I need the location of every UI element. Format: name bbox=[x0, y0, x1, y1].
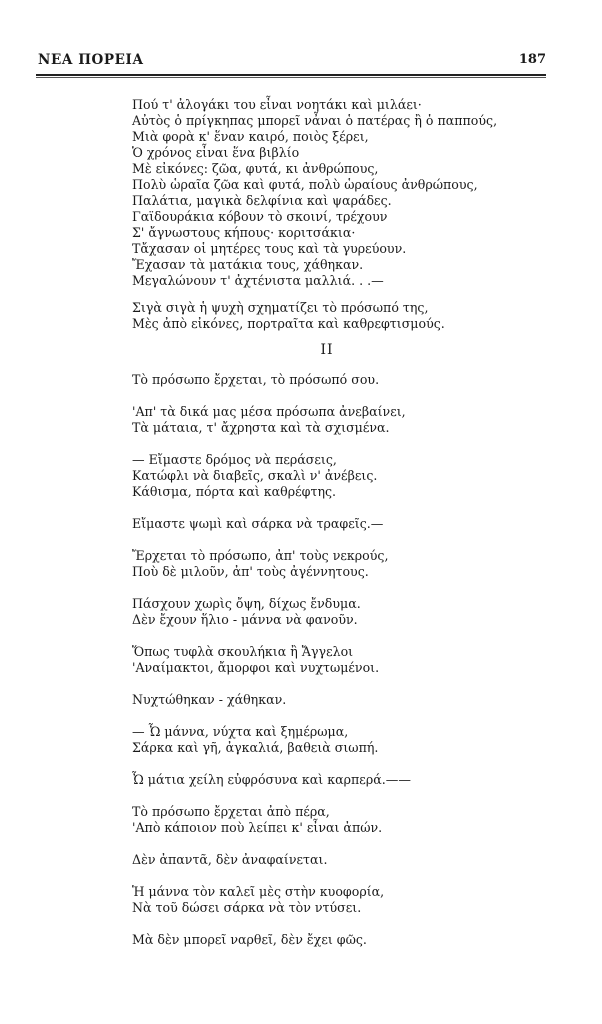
verse-line: — Ὦ μάννα, νύχτα καὶ ξημέρωμα, bbox=[132, 724, 349, 739]
verse-line: Κάθισμα, πόρτα καὶ καθρέφτης. bbox=[132, 484, 337, 499]
stanza bbox=[132, 804, 572, 836]
poem-body bbox=[132, 97, 572, 964]
verse-line: Μιὰ φορὰ κ' ἕναν καιρό, ποιὸς ξέρει, bbox=[132, 129, 369, 144]
verse-line: Ἔχασαν τὰ ματάκια τους, χάθηκαν. bbox=[132, 257, 364, 272]
stanza bbox=[132, 772, 572, 788]
verse-line: Ὅπως τυφλὰ σκουλήκια ἢ Ἄγγελοι bbox=[132, 644, 354, 659]
verse-line: Νυχτώθηκαν - χάθηκαν. bbox=[132, 692, 287, 707]
verse-line: 'Απὸ κάποιον ποὺ λείπει κ' εἶναι ἀπών. bbox=[132, 820, 383, 835]
stanza bbox=[132, 516, 572, 532]
page-number: 187 bbox=[518, 52, 546, 67]
verse-line: Ποὺ δὲ μιλοῦν, ἀπ' τοὺς ἀγέννητους. bbox=[132, 564, 369, 579]
stanza bbox=[132, 452, 572, 500]
stanza bbox=[132, 644, 572, 676]
verse-line: Μὲ εἰκόνες: ζῶα, φυτά, κι ἀνθρώπους, bbox=[132, 161, 379, 176]
stanza bbox=[132, 724, 572, 756]
verse-line: Ὁ χρόνος εἶναι ἕνα βιβλίο bbox=[132, 145, 300, 160]
running-header bbox=[38, 52, 546, 72]
verse-line: Δὲν ἔχουν ἥλιο - μάννα νὰ φανοῦν. bbox=[132, 612, 358, 627]
section-numeral: II bbox=[320, 342, 334, 358]
stanza bbox=[132, 300, 572, 332]
stanza bbox=[132, 404, 572, 436]
stanza bbox=[132, 932, 572, 948]
header-rule bbox=[36, 74, 546, 76]
verse-line: Σ' ἄγνωστους κήπους· κοριτσάκια· bbox=[132, 225, 356, 240]
verse-line: Σιγὰ σιγὰ ἡ ψυχὴ σχηματίζει τὸ πρόσωπό της, bbox=[132, 300, 429, 315]
verse-line: Πολὺ ὡραῖα ζῶα καὶ φυτά, πολὺ ὡραίους ἀνθρώπους, bbox=[132, 177, 478, 192]
verse-line: 'Αναίμακτοι, ἄμορφοι καὶ νυχτωμένοι. bbox=[132, 660, 380, 675]
poem-part-2 bbox=[132, 372, 572, 948]
stanza bbox=[132, 372, 572, 388]
verse-line: Τὰ μάταια, τ' ἄχρηστα καὶ τὰ σχισμένα. bbox=[132, 420, 390, 435]
stanza bbox=[132, 548, 572, 580]
verse-line: Τὸ πρόσωπο ἔρχεται ἀπὸ πέρα, bbox=[132, 804, 330, 819]
verse-line: Μεγαλώνουν τ' ἀχτένιστα μαλλιά. . .— bbox=[132, 273, 384, 288]
verse-line: Κατώφλι νὰ διαβεῖς, σκαλὶ ν' ἀνέβεις. bbox=[132, 468, 378, 483]
verse-line: Τἄχασαν οἱ μητέρες τους καὶ τὰ γυρεύουν. bbox=[132, 241, 407, 256]
verse-line: Νὰ τοῦ δώσει σάρκα νὰ τὸν ντύσει. bbox=[132, 900, 362, 915]
verse-line: Ὦ μάτια χείλη εὐφρόσυνα καὶ καρπερά.—— bbox=[132, 772, 411, 787]
stanza bbox=[132, 692, 572, 708]
poem-part-1 bbox=[132, 97, 572, 332]
verse-line: Πάσχουν χωρὶς ὄψη, δίχως ἔνδυμα. bbox=[132, 596, 361, 611]
verse-line: — Εἴμαστε δρόμος νὰ περάσεις, bbox=[132, 452, 337, 467]
journal-title: ΝΕΑ ΠΟΡΕΙΑ bbox=[38, 52, 144, 68]
verse-line: Τὸ πρόσωπο ἔρχεται, τὸ πρόσωπό σου. bbox=[132, 372, 380, 387]
verse-line: Σάρκα καὶ γῆ, ἀγκαλιά, βαθειὰ σιωπή. bbox=[132, 740, 379, 755]
verse-line: Γαϊδουράκια κόβουν τὸ σκοινί, τρέχουν bbox=[132, 209, 388, 224]
verse-line: 'Απ' τὰ δικά μας μέσα πρόσωπα ἀνεβαίνει, bbox=[132, 404, 406, 419]
verse-line: Δὲν ἀπαντᾶ, δὲν ἀναφαίνεται. bbox=[132, 852, 328, 867]
verse-line: Πού τ' ἀλογάκι του εἶναι νοητάκι καὶ μιλάει· bbox=[132, 97, 422, 112]
verse-line: Ἔρχεται τὸ πρόσωπο, ἀπ' τοὺς νεκρούς, bbox=[132, 548, 389, 563]
stanza bbox=[132, 97, 572, 289]
verse-line: Μὰ δὲν μπορεῖ ναρθεῖ, δὲν ἔχει φῶς. bbox=[132, 932, 367, 947]
verse-line: Παλάτια, μαγικὰ δελφίνια καὶ ψαράδες. bbox=[132, 193, 392, 208]
stanza bbox=[132, 596, 572, 628]
verse-line: Μὲς ἀπὸ εἰκόνες, πορτραῖτα καὶ καθρεφτισμούς. bbox=[132, 316, 445, 331]
header-rule-thin bbox=[36, 77, 546, 78]
stanza bbox=[132, 884, 572, 916]
verse-line: Ἡ μάννα τὸν καλεῖ μὲς στὴν κυοφορία, bbox=[132, 884, 385, 899]
stanza bbox=[132, 852, 572, 868]
verse-line: Εἴμαστε ψωμὶ καὶ σάρκα νὰ τραφεῖς.— bbox=[132, 516, 384, 531]
verse-line: Αὐτὸς ὁ πρίγκηπας μπορεῖ νἆναι ὁ πατέρας ἢ ὁ παππούς, bbox=[132, 113, 498, 128]
